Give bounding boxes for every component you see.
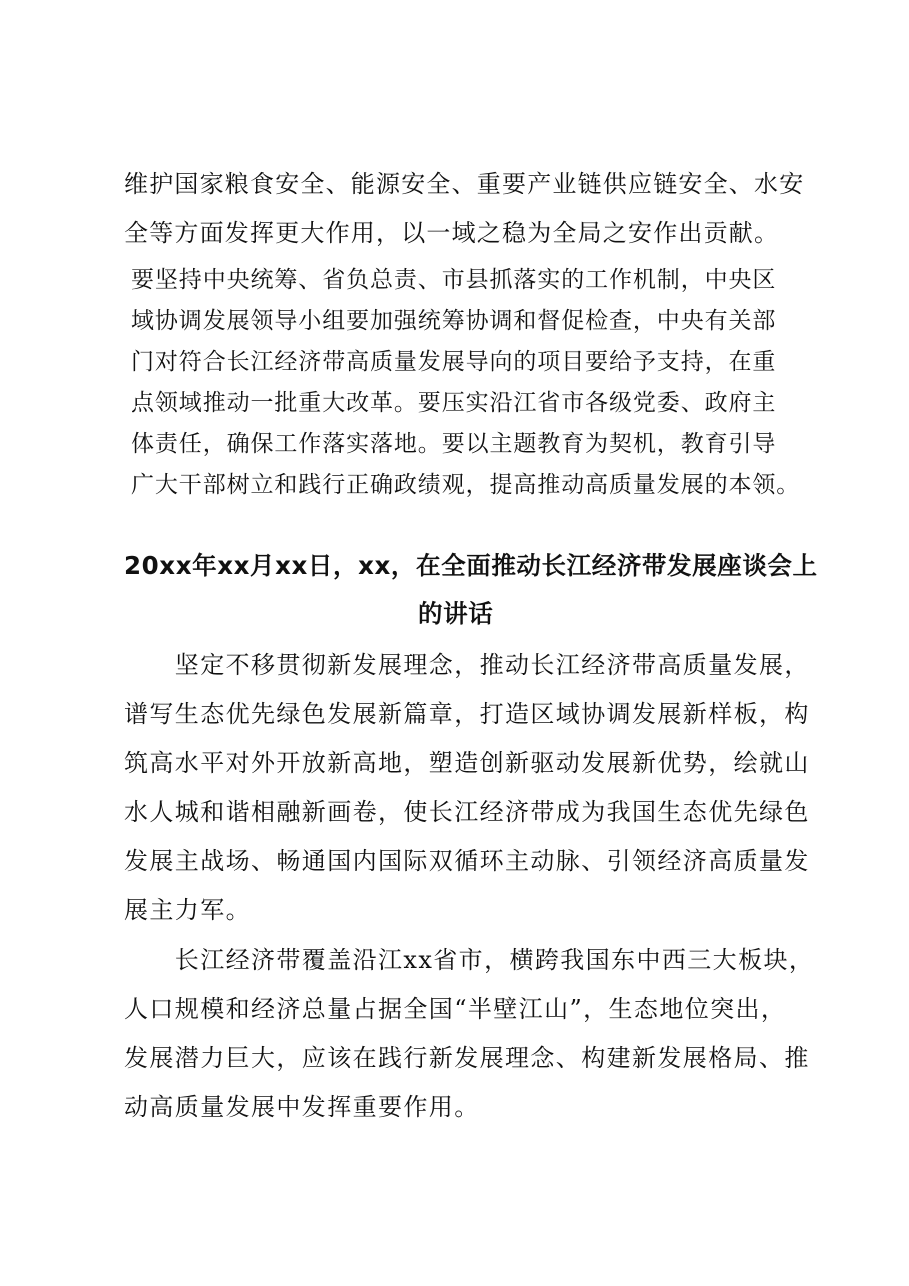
paragraph-3-line: 发展主战场、畅通国内国际双循环主动脉、引领经济高质量发: [124, 847, 810, 875]
paragraph-3-line: 水人城和谐相融新画卷，使长江经济带成为我国生态优先绿色: [124, 798, 810, 826]
paragraph-3-line: 谱写生态优先绿色发展新篇章，打造区域协调发展新样板，构: [124, 700, 810, 728]
paragraph-continuation-line: 全等方面发挥更大作用，以一域之稳为全局之安作出贡献。: [124, 219, 780, 247]
paragraph-3-line: 筑高水平对外开放新高地，塑造创新驱动发展新优势，绘就山: [124, 749, 810, 777]
paragraph-4-line: 人口规模和经济总量占据全国“半壁江山”，生态地位突出，: [124, 995, 787, 1023]
speech-title-line: 20xx年xx月xx日，xx，在全面推动长江经济带发展座谈会上: [124, 551, 818, 580]
paragraph-4-line: 动高质量发展中发挥重要作用。: [124, 1093, 480, 1121]
paragraph-2-line: 点领域推动一批重大改革。要压实沿江省市各级党委、政府主: [131, 390, 777, 416]
speech-title-line: 的讲话: [418, 599, 494, 628]
paragraph-3-line: 展主力军。: [124, 896, 251, 924]
paragraph-2-line: 域协调发展领导小组要加强统筹协调和督促检查，中央有关部: [131, 308, 777, 334]
paragraph-3-line: 坚定不移贯彻新发展理念，推动长江经济带高质量发展，: [124, 651, 810, 679]
paragraph-2-line: 门对符合长江经济带高质量发展导向的项目要给予支持，在重: [131, 349, 777, 375]
paragraph-2-line: 广大干部树立和践行正确政绩观，提高推动高质量发展的本领。: [131, 472, 801, 498]
paragraph-2-line: 要坚持中央统筹、省负总责、市县抓落实的工作机制，中央区: [131, 267, 777, 293]
paragraph-4-line: 发展潜力巨大，应该在践行新发展理念、构建新发展格局、推: [124, 1044, 810, 1072]
paragraph-2-line: 体责任，确保工作落实落地。要以主题教育为契机，教育引导: [131, 431, 777, 457]
paragraph-4-line: 长江经济带覆盖沿江xx省市，横跨我国东中西三大板块，: [124, 946, 815, 974]
paragraph-continuation-line: 维护国家粮食安全、能源安全、重要产业链供应链安全、水安: [124, 170, 805, 198]
